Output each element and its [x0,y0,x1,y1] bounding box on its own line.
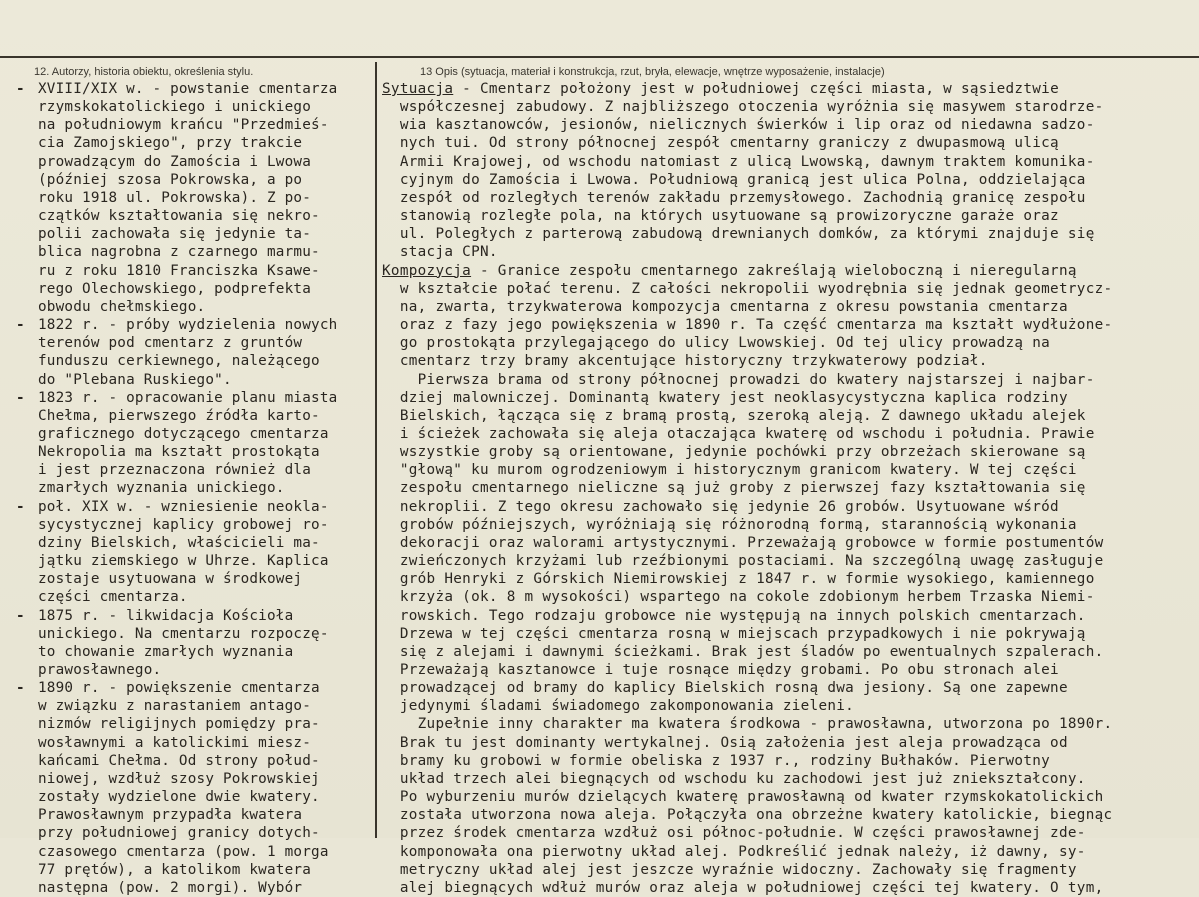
description-line [382,153,1197,171]
description-line [382,607,1197,625]
entry-line: kańcami Chełma. Od strony połud- [38,752,320,769]
description-line [382,697,1197,715]
description-line [382,788,1197,806]
entry-dash: - [16,498,25,515]
entry-line: części cmentarza. [38,589,188,606]
description-line [382,225,1197,243]
line-text: komponowała ona pierwotny układ alej. Podkreślić jednak należy, iż dawny, sy- [382,843,1086,860]
line-text: grób Henryki z Górskich Niemirowskiej z 1847 r. w formie wysokiego, kamiennego [382,571,1095,588]
description-line [382,262,1197,280]
entry-line: dziny Bielskich, właścicieli ma- [38,534,320,551]
entry-line: rzymskokatolickiego i unickiego [38,99,312,116]
description-line [382,280,1197,298]
history-entry [16,607,371,680]
description-line [382,534,1197,552]
description-line [382,243,1197,261]
entry-line: to chowanie zmarłych wyznania [38,643,294,660]
description-line [382,824,1197,842]
top-rule [0,56,1199,58]
entry-line: 1823 r. - opracowanie planu miasta [38,389,338,406]
line-text: Armii Krajowej, od wschodu natomiast z ulicą Lwowską, dawnym traktem komunika- [382,153,1095,170]
description-line [382,843,1197,861]
description-line [382,352,1197,370]
description-line [382,316,1197,334]
history-column [16,80,371,897]
entry-text [38,607,329,680]
description-line [382,371,1197,389]
description-line [382,207,1197,225]
description-line [382,625,1197,643]
entry-line: następna (pow. 2 morgi). Wybór [38,879,303,896]
description-line [382,752,1197,770]
entry-text [38,498,329,607]
entry-line: jątku ziemskiego w Uhrze. Kaplica [38,553,329,570]
entry-line: XVIII/XIX w. - powstanie cmentarza [38,81,338,97]
section-keyword: Kompozycja [382,262,472,279]
entry-line: Chełma, pierwszego źródła karto- [38,407,320,424]
line-text: nych tui. Od strony północnej zespół cmentarny graniczy z dwupasmową ulicą [382,135,1059,152]
line-text: współczesnej zabudowy. Z najbliższego otoczenia wyróżnia się masywem starodrze- [382,99,1104,116]
description-line [382,461,1197,479]
line-text: Po wyburzeniu murów dzielących kwaterę prawosławną od kwater rzymskokatolickich [382,789,1104,806]
description-line [382,734,1197,752]
description-line [382,570,1197,588]
entry-line: wosławnymi a katolickimi miesz- [38,734,312,751]
entry-line: sycystycznej kaplicy grobowej ro- [38,516,329,533]
line-text: prowadzącej od bramy do kaplicy Bielskich rosną dwa jesiony. Są one zapewne [382,680,1068,697]
line-text: Pierwsza brama od strony północnej prowadzi do kwatery najstarszej i najbar- [382,371,1095,388]
entry-text [38,389,337,498]
entry-line: prawosławnego. [38,662,162,678]
line-text: i ścieżek zachowała się aleja otaczająca kwaterę od wschodu i południa. Prawie [382,425,1095,442]
line-text: jedynymi śladami świadomego zakomponowania zieleni. [382,698,855,715]
entry-dash: - [16,81,25,97]
line-text: się z alejami i dawnymi ścieżkami. Brak jest śladów po ewentualnych szpalerach. [382,643,1104,660]
entry-line: obwodu chełmskiego. [38,298,206,315]
line-text: cyjnym do Zamościa i Lwowa. Południową granicą jest ulica Polna, oddzielająca [382,171,1086,188]
entry-line: czasowego cmentarza (pow. 1 morga [38,843,329,860]
line-text: grobów późniejszych, wyróżniają się różnorodną formą, starannością wykonania [382,516,1077,533]
line-text: wszystkie groby są orientowane, jedynie pochówki przy obrzeżach skierowane są [382,444,1086,461]
description-line [382,189,1197,207]
line-text: Przeważają kasztanowce i tuje rosnące między grobami. Po obu stronach alei [382,662,1059,678]
entry-dash: - [16,389,25,406]
line-text: zespołu cmentarnego nieliczne są już groby z pierwszej fazy kształtowania się [382,480,1086,497]
description-line [382,552,1197,570]
line-text: Brak tu jest dominanty wertykalnej. Osią założenia jest aleja prowadząca od [382,734,1068,751]
line-text: Bielskich, łącząca się z bramą prostą, szeroką aleją. Z dawnego układu alejek [382,407,1086,424]
section-keyword: Sytuacja [382,81,454,97]
entry-line: polii zachowała się jedynie ta- [38,226,312,243]
description-line [382,643,1197,661]
entry-line: blica nagrobna z czarnego marmu- [38,244,320,261]
line-text: zwieńczonych krzyżami lub rzeźbionymi postaciami. Na szczególną uwagę zasługuje [382,553,1104,570]
description-line [382,498,1197,516]
line-text: "głową" ku murom ogrodzeniowym i historycznym granicom kwatery. W tej części [382,462,1077,479]
entry-line: roku 1918 ul. Pokrowska). Z po- [38,189,312,206]
description-line [382,298,1197,316]
entry-line: 1822 r. - próby wydzielenia nowych [38,317,338,334]
entry-line: czątków kształtowania się nekro- [38,208,320,225]
entry-line: zostały wydzielone dwie kwatery. [38,789,320,806]
entry-line: (później szosa Pokrowska, a po [38,171,303,188]
entry-dash: - [16,317,25,334]
description-line [382,80,1197,98]
description-line [382,715,1197,733]
entry-line: na południowym krańcu "Przedmieś- [38,117,329,134]
entry-line: w związku z narastaniem antago- [38,698,312,715]
entry-text [38,316,337,389]
entry-line: prowadzącym do Zamościa i Lwowa [38,153,312,170]
line-text: w kształcie połać terenu. Z całości nekropolii wyodrębnia się jednak geometrycz- [382,280,1113,297]
entry-line: nizmów religijnych pomiędzy pra- [38,716,320,733]
column-divider [375,62,377,838]
line-text: rowskich. Tego rodzaju grobowce nie występują na innych polskich cmentarzach. [382,607,1086,624]
line-text: wia kasztanowców, jesionów, nielicznych świerków i lip oraz od niedawna sadzo- [382,117,1095,134]
entry-line: 77 prętów), a katolikom kwatera [38,861,312,878]
description-line [382,443,1197,461]
line-text: - Granice zespołu cmentarnego zakreślają wieloboczną i nieregularną [471,262,1077,279]
entry-line: Nekropolia ma kształt prostokąta [38,444,320,461]
description-line [382,389,1197,407]
description-line [382,879,1197,897]
history-entry [16,80,371,316]
description-line [382,588,1197,606]
line-text: go prostokąta przylegającego do ulicy Lwowskiej. Od tej ulicy prowadzą na [382,335,1051,352]
description-line [382,806,1197,824]
history-entry [16,498,371,607]
description-line [382,479,1197,497]
entry-line: 1890 r. - powiększenie cmentarza [38,680,320,697]
line-text: stanowią rozległe pola, na których usytuowane są prowizoryczne garaże oraz [382,208,1059,225]
right-column-header: 13 Opis (sytuacja, materiał i konstrukcja, rzut, bryła, elewacje, wnętrze wyposażenie, instalacje) [420,66,885,78]
description-line [382,171,1197,189]
line-text: krzyża (ok. 8 m wysokości) wspartego na cokole zdobionym herbem Trzaska Niemi- [382,589,1095,606]
description-line [382,334,1197,352]
entry-text [38,80,337,316]
description-line [382,770,1197,788]
line-text: ul. Poległych z parterową zabudową drewnianych domków, za którymi znajduje się [382,226,1095,243]
entry-line: poł. XIX w. - wzniesienie neokla- [38,498,329,515]
line-text: alej biegnących wdłuż murów oraz aleja w południowej części tej kwatery. O tym, [382,879,1104,896]
entry-line: funduszu cerkiewnego, należącego [38,353,320,370]
description-line [382,425,1197,443]
line-text: dziej malowniczej. Dominantą kwatery jest neoklasycystyczna kaplica rodziny [382,389,1068,406]
description-line [382,661,1197,679]
entry-line: Prawosławnym przypadła kwatera [38,807,303,824]
history-entry [16,389,371,498]
entry-line: i jest przeznaczona również dla [38,462,312,479]
line-text: zespół od rozległych terenów zakładu przemysłowego. Zachodnią granicę zespołu [382,189,1086,206]
line-text: - Cmentarz położony jest w południowej części miasta, w sąsiedztwie [453,81,1059,97]
description-line [382,98,1197,116]
line-text: oraz z fazy jego powiększenia w 1890 r. Ta część cmentarza ma kształt wydłużone- [382,317,1113,334]
description-line [382,407,1197,425]
description-line [382,116,1197,134]
entry-line: ru z roku 1810 Franciszka Ksawe- [38,262,320,279]
description-line [382,516,1197,534]
line-text: na, zwarta, trzykwaterowa kompozycja cmentarna z okresu powstania cmentarza [382,298,1068,315]
entry-line: do "Plebana Ruskiego". [38,371,232,388]
entry-line: cia Zamojskiego", przy trakcie [38,135,303,152]
entry-dash: - [16,680,25,697]
history-entry [16,316,371,389]
line-text: Zupełnie inny charakter ma kwatera środkowa - prawosławna, utworzona po 1890r. [382,716,1113,733]
line-text: została utworzona nowa aleja. Połączyła ona obrzeżne kwatery katolickie, biegnąc [382,807,1113,824]
entry-line: graficznego dotyczącego cmentarza [38,425,329,442]
line-text: stacja CPN. [382,244,498,261]
description-line [382,861,1197,879]
history-entry [16,679,371,897]
line-text: nekroplii. Z tego okresu zachowało się jedynie 26 grobów. Usytuowane wśród [382,498,1059,515]
line-text: dekoracji oraz walorami artystycznymi. Przeważają grobowce w formie postumentów [382,534,1104,551]
description-line [382,134,1197,152]
entry-dash: - [16,607,25,624]
line-text: Drzewa w tej części cmentarza rosną w miejscach przypadkowych i nie pokrywają [382,625,1086,642]
entry-line: przy południowej granicy dotych- [38,825,320,842]
entry-line: niowej, wzdłuż szosy Pokrowskiej [38,770,320,787]
description-column [382,80,1197,897]
line-text: cmentarz trzy bramy akcentujące historyczny trzykwaterowy podział. [382,353,988,370]
entry-line: terenów pod cmentarz z gruntów [38,335,303,352]
line-text: bramy ku grobowi w formie obeliska z 1937 r., rodziny Bułhaków. Pierwotny [382,752,1051,769]
left-column-header: 12. Autorzy, historia obiektu, określenia stylu. [34,66,254,78]
description-line [382,679,1197,697]
entry-line: unickiego. Na cmentarzu rozpoczę- [38,625,329,642]
entry-text [38,679,329,897]
entry-line: zmarłych wyznania unickiego. [38,480,285,497]
line-text: układ trzech alei biegnących od wschodu ku zachodowi jest już zniekształcony. [382,770,1086,787]
line-text: metryczny układ alej jest jeszcze wyraźnie widoczny. Zachowały się fragmenty [382,861,1077,878]
entry-line: 1875 r. - likwidacja Kościoła [38,607,294,624]
entry-line: zostaje usytuowana w środkowej [38,571,303,588]
entry-line: rego Olechowskiego, podprefekta [38,280,312,297]
line-text: przez środek cmentarza wzdłuż osi północ-południe. W części prawosławnej zde- [382,825,1086,842]
